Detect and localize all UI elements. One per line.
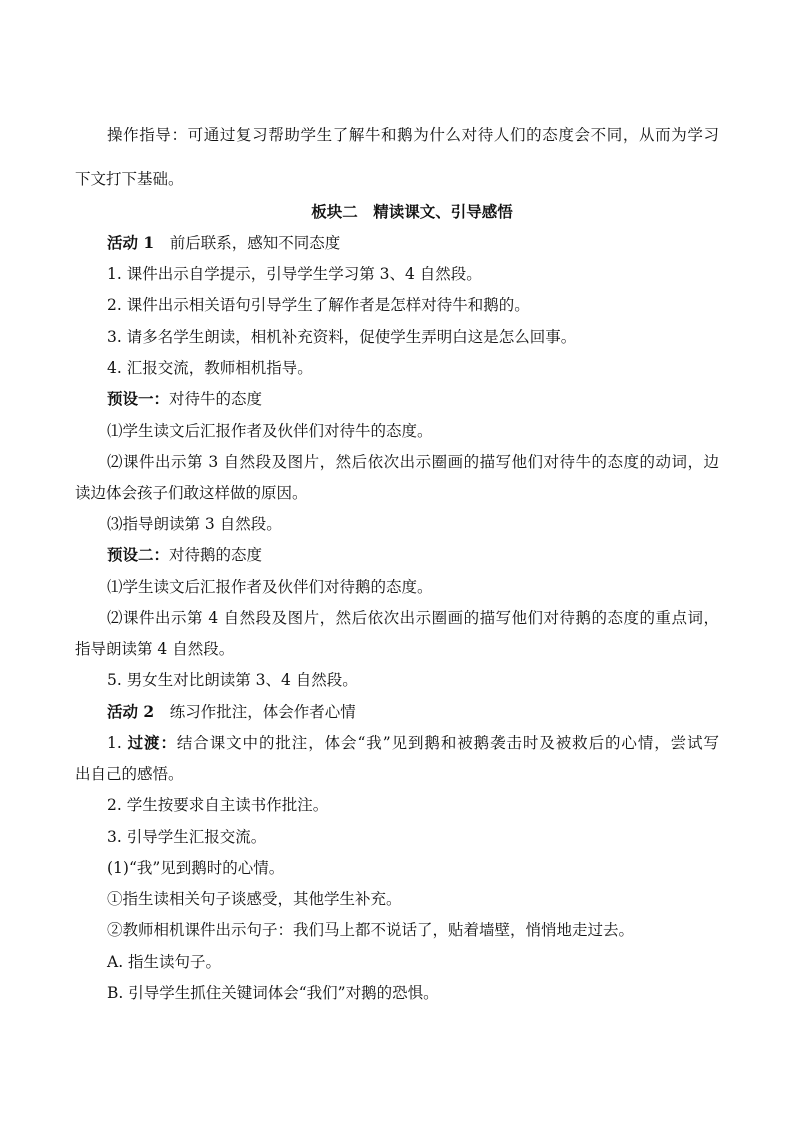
preset-2-step-1: ⑴学生读文后汇报作者及伙伴们对待鹅的态度。 bbox=[107, 578, 433, 596]
activity-2-item-1-text: 结合课文中的批注，体会“我”见到鹅和被鹅袭击时及被救后的心情，尝试写 bbox=[176, 734, 719, 752]
preset-2-heading bbox=[0, 544, 794, 566]
activity-2-circ-2: ②教师相机课件出示句子：我们马上都不说话了，贴着墙壁，悄悄地走过去。 bbox=[107, 921, 635, 939]
preset-1-step-2-line-2: 读边体会孩子们敢这样做的原因。 bbox=[75, 484, 308, 502]
preset-2-step-2-line-2: 指导朗读第 4 自然段。 bbox=[75, 640, 235, 658]
activity-2-circ-1: ①指生读相关句子谈感受，其他学生补充。 bbox=[107, 890, 402, 908]
activity-1-item-3: 3. 请多名学生朗读，相机补充资料，促使学生弄明白这是怎么回事。 bbox=[107, 328, 577, 346]
preset-1-title: 对待牛的态度 bbox=[169, 390, 263, 408]
activity-1-heading bbox=[0, 232, 794, 254]
activity-2-item-1-line-2: 出自己的感悟。 bbox=[75, 765, 184, 783]
activity-1-item-1: 1. 课件出示自学提示，引导学生学习第 3、4 自然段。 bbox=[107, 265, 482, 283]
activity-2-b: B. 引导学生抓住关键词体会“我们”对鹅的恐惧。 bbox=[107, 984, 439, 1002]
activity-2-label: 活动 2 bbox=[107, 702, 155, 721]
activity-2-item-1-line-1 bbox=[0, 732, 794, 754]
activity-2-item-3: 3. 引导学生汇报交流。 bbox=[107, 828, 267, 846]
intro-line-1: 操作指导：可通过复习帮助学生了解牛和鹅为什么对待人们的态度会不同，从而为学习 bbox=[107, 126, 719, 144]
activity-1-label: 活动 1 bbox=[107, 233, 155, 252]
activity-2-item-1-number: 1. bbox=[107, 734, 128, 752]
activity-2-title: 练习作批注，体会作者心情 bbox=[154, 703, 356, 721]
intro-line-2: 下文打下基础。 bbox=[75, 170, 184, 188]
activity-1-item-5: 5. 男女生对比朗读第 3、4 自然段。 bbox=[107, 671, 358, 689]
preset-1-label: 预设一： bbox=[107, 389, 170, 408]
preset-2-label: 预设二： bbox=[107, 545, 170, 564]
activity-2-a: A. 指生读句子。 bbox=[107, 953, 222, 971]
preset-1-heading bbox=[0, 388, 794, 410]
activity-1-item-4: 4. 汇报交流，教师相机指导。 bbox=[107, 359, 313, 377]
activity-2-sub-1: (1)“我”见到鹅时的心情。 bbox=[107, 859, 285, 877]
transition-label: 过渡： bbox=[127, 733, 177, 752]
preset-1-step-1: ⑴学生读文后汇报作者及伙伴们对待牛的态度。 bbox=[107, 422, 433, 440]
preset-2-step-2-line-1: ⑵课件出示第 4 自然段及图片，然后依次出示圈画的描写他们对待鹅的态度的重点词， bbox=[107, 609, 719, 627]
activity-2-item-2: 2. 学生按要求自主读书作批注。 bbox=[107, 796, 329, 814]
activity-2-heading bbox=[0, 701, 794, 723]
preset-2-title: 对待鹅的态度 bbox=[169, 546, 263, 564]
preset-1-step-2-line-1: ⑵课件出示第 3 自然段及图片，然后依次出示圈画的描写他们对待牛的态度的动词，边 bbox=[107, 453, 719, 471]
activity-1-title: 前后联系，感知不同态度 bbox=[154, 234, 341, 252]
section-title: 板块二 精读课文、引导感悟 bbox=[311, 202, 513, 221]
preset-1-step-3: ⑶指导朗读第 3 自然段。 bbox=[107, 515, 282, 533]
activity-1-item-2: 2. 课件出示相关语句引导学生了解作者是怎样对待牛和鹅的。 bbox=[107, 296, 530, 314]
